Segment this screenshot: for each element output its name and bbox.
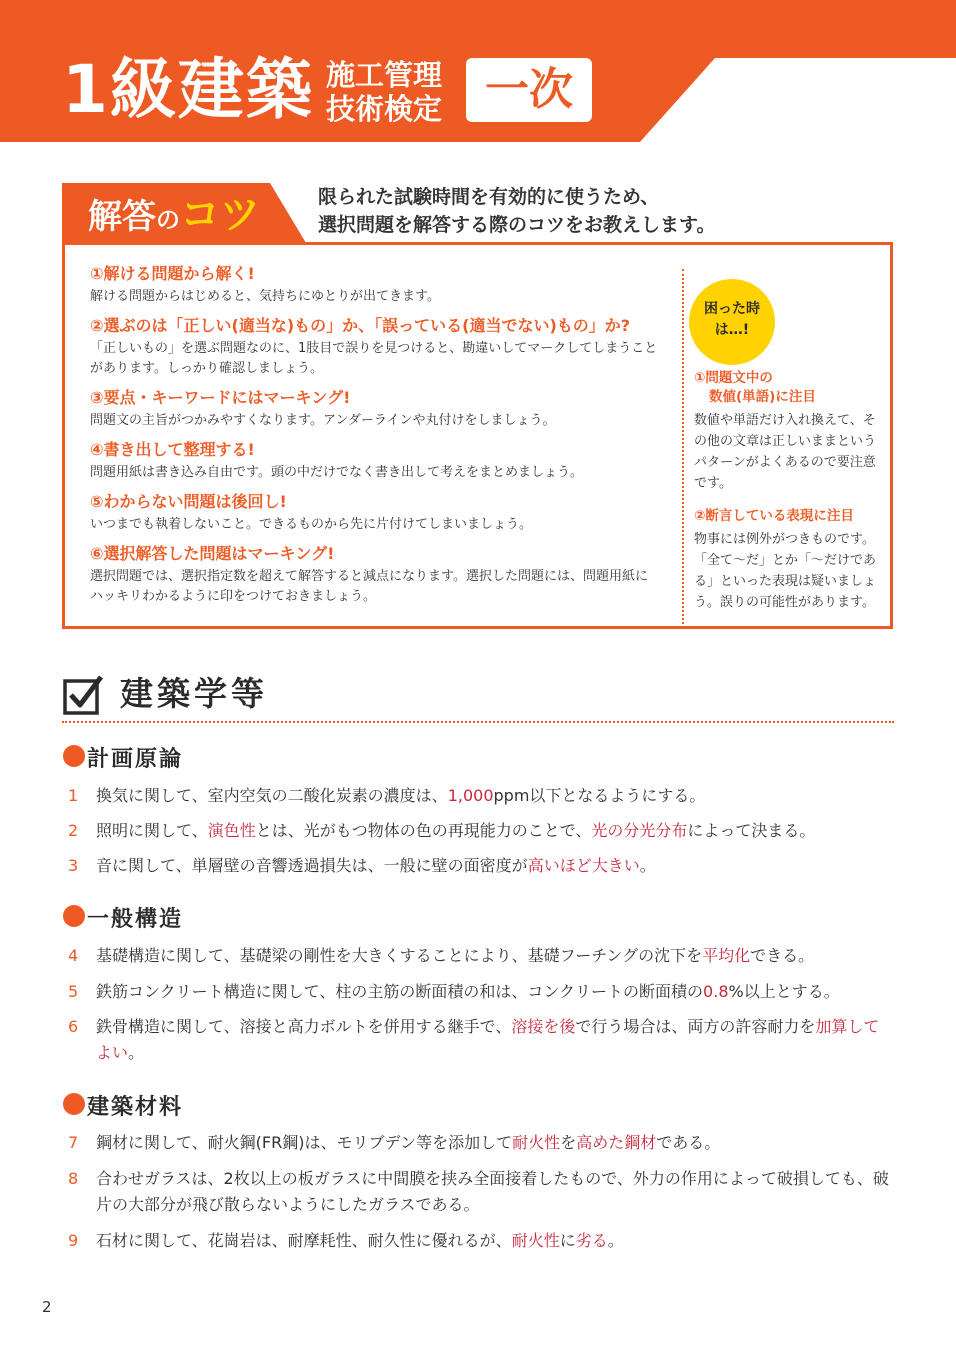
tip-body: 解ける問題からはじめると、気持ちにゆとりが出てきます。: [90, 289, 440, 304]
tip-body: 「正しいもの」を選ぶ問題なのに、1肢目で誤りを見つけると、勘違いしてマークしてしまうことがあります。しっかり確認しましょう。: [90, 341, 658, 376]
trouble-badge: [689, 279, 775, 365]
item-number: 5: [68, 982, 79, 1001]
highlighted-text: 耐火性: [511, 1231, 560, 1250]
tip-body: 問題文の主旨がつかみやすくなります。アンダーラインや丸付けをしましょう。: [90, 413, 556, 428]
tip-item: [90, 387, 660, 431]
title-sub-line-2: 技術検定: [326, 92, 443, 126]
checkbox-icon: [63, 675, 103, 715]
side-note: [694, 507, 884, 613]
tip-item: [90, 543, 660, 607]
side-note-body: 物事には例外がつきものです。「全て〜だ」とか「〜だけである」といった表現は疑いましょう。誤りの可能性があります。: [694, 532, 877, 610]
question-item: [68, 1228, 894, 1254]
tips-label-word-1: 解答: [88, 197, 156, 237]
item-text: [96, 943, 894, 969]
text-segment: %以上とする。: [728, 982, 840, 1001]
item-number: 1: [68, 786, 79, 805]
text-segment: 。: [639, 856, 656, 875]
highlighted-text: 劣る: [575, 1231, 608, 1250]
text-segment: 照明に関して、: [96, 821, 208, 840]
tip-heading: ⑤わからない問題は後回し!: [90, 492, 287, 511]
item-text: [96, 1014, 894, 1066]
item-number: 9: [68, 1231, 79, 1250]
item-number: 2: [68, 821, 79, 840]
text-segment: 鉄骨構造に関して、溶接と高力ボルトを併用する継手で、: [96, 1017, 512, 1036]
side-note-body: 数値や単語だけ入れ換えて、その他の文章は正しいままというパターンがよくあるので要注意です。: [694, 413, 877, 491]
subsection-heading: [63, 742, 183, 772]
subsection-title: 計画原論: [87, 747, 184, 772]
item-number: 4: [68, 946, 79, 965]
question-item: [68, 1014, 894, 1066]
tips-label-text: [88, 189, 260, 249]
item-text: [96, 1166, 894, 1218]
title-badge: 一次: [466, 58, 592, 122]
section-divider: [62, 721, 894, 723]
text-segment: 鉄筋コンクリート構造に関して、柱の主筋の断面積の和は、コンクリートの断面積の: [96, 982, 704, 1001]
tip-body: 問題用紙は書き込み自由です。頭の中だけでなく書き出して考えをまとめましょう。: [90, 465, 583, 480]
highlighted-text: 演色性: [207, 821, 256, 840]
tips-intro-line-1: 限られた試験時間を有効的に使うため、: [318, 186, 660, 208]
subsection-title: 一般構造: [87, 907, 184, 932]
item-text: [96, 1130, 894, 1156]
tip-item: [90, 491, 660, 535]
highlighted-text: 高いほど大きい: [527, 856, 640, 875]
tip-heading: ⑥選択解答した問題はマーキング!: [90, 544, 335, 563]
item-number: 3: [68, 856, 79, 875]
bullet-dot-icon: [63, 745, 85, 767]
header-banner: [0, 0, 956, 142]
text-segment: できる。: [750, 946, 815, 965]
text-segment: 。: [607, 1231, 624, 1250]
text-segment: 鋼材に関して、耐火鋼(FR鋼)は、モリブデン等を添加して: [96, 1133, 513, 1152]
text-segment: である。: [656, 1133, 721, 1152]
item-number: 6: [68, 1017, 79, 1036]
question-item: [68, 783, 894, 809]
text-segment: に: [559, 1231, 576, 1250]
trouble-badge-line-2: は…!: [714, 322, 750, 338]
question-item: [68, 1130, 894, 1156]
text-segment: 。: [128, 1043, 145, 1062]
text-segment: ppm以下となるようにする。: [493, 786, 706, 805]
tips-label-word-3: コツ: [180, 192, 260, 238]
item-text: [96, 783, 894, 809]
item-number: 7: [68, 1133, 79, 1152]
highlighted-text: 耐火性: [512, 1133, 561, 1152]
bullet-dot-icon: [63, 905, 85, 927]
title-sub: [326, 58, 442, 126]
section-title: 建築学等: [120, 674, 268, 713]
title-main: 1級建築: [62, 51, 314, 128]
text-segment: とは、光がもつ物体の色の再現能力のことで、: [255, 821, 592, 840]
title-sub-line-1: 施工管理: [326, 58, 443, 92]
question-item: [68, 1166, 894, 1218]
text-segment: を: [560, 1133, 577, 1152]
highlighted-text: 0.8: [703, 982, 729, 1001]
question-item: [68, 853, 894, 879]
highlighted-text: 加算してよい: [96, 1017, 880, 1062]
text-segment: 換気に関して、室内空気の二酸化炭素の濃度は、: [96, 786, 448, 805]
text-segment: で行う場合は、両方の許容耐力を: [575, 1017, 816, 1036]
item-text: [96, 853, 894, 879]
tips-label-word-2: の: [156, 206, 180, 234]
item-text: [96, 1228, 894, 1254]
side-note-heading-2: 数値(単語)に注目: [709, 389, 816, 405]
tip-heading: ①解ける問題から解く!: [90, 264, 255, 283]
text-segment: によって決まる。: [687, 821, 816, 840]
question-item: [68, 943, 894, 969]
text-segment: 合わせガラスは、2枚以上の板ガラスに中間膜を挟み全面接着したもので、外力の作用によって破損しても、破片の大部分が飛び散らないようにしたガラスである。: [96, 1169, 889, 1214]
subsection-title: 建築材料: [87, 1095, 184, 1120]
tips-intro-line-2: 選択問題を解答する際のコツをお教えします。: [318, 214, 716, 236]
tips-label: [62, 183, 306, 245]
tips-box: [62, 242, 893, 629]
tip-body: 選択問題では、選択指定数を超えて解答すると減点になります。選択した問題には、問題用紙にハッキリわかるように印をつけておきましょう。: [90, 569, 648, 604]
highlighted-text: 平均化: [702, 946, 751, 965]
highlighted-text: 光の分光分布: [591, 821, 688, 840]
highlighted-text: 溶接を後: [511, 1017, 576, 1036]
page-number: 2: [42, 1298, 52, 1316]
side-note-heading: ②断言している表現に注目: [694, 508, 854, 524]
tips-divider: [682, 269, 684, 624]
tip-body: いつまでも執着しないこと。できるものから先に片付けてしまいましょう。: [90, 517, 533, 532]
bullet-dot-icon: [63, 1093, 85, 1115]
text-segment: 石材に関して、花崗岩は、耐摩耗性、耐久性に優れるが、: [96, 1231, 512, 1250]
tip-item: [90, 439, 660, 483]
question-item: [68, 979, 894, 1005]
tip-heading: ④書き出して整理する!: [90, 440, 255, 459]
item-text: [96, 979, 894, 1005]
tip-heading: ②選ぶのは「正しい(適当な)もの」か、「誤っている(適当でない)もの」か?: [90, 316, 631, 335]
item-text: [96, 818, 894, 844]
tips-intro: [318, 183, 715, 239]
tip-heading: ③要点・キーワードにはマーキング!: [90, 388, 351, 407]
text-segment: 基礎構造に関して、基礎梁の剛性を大きくすることにより、基礎フーチングの沈下を: [96, 946, 703, 965]
text-segment: 音に関して、単層壁の音響透過損失は、一般に壁の面密度が: [96, 856, 528, 875]
subsection-heading: [63, 1090, 183, 1120]
item-number: 8: [68, 1169, 79, 1188]
tip-item: [90, 315, 660, 379]
subsection-heading: [63, 902, 183, 932]
tip-item: [90, 263, 660, 307]
trouble-badge-line-1: 困った時: [704, 301, 760, 317]
question-item: [68, 818, 894, 844]
highlighted-text: 高めた鋼材: [576, 1133, 657, 1152]
side-note: [694, 369, 884, 494]
highlighted-text: 1,000: [447, 786, 494, 805]
side-note-heading: ①問題文中の: [694, 370, 773, 386]
